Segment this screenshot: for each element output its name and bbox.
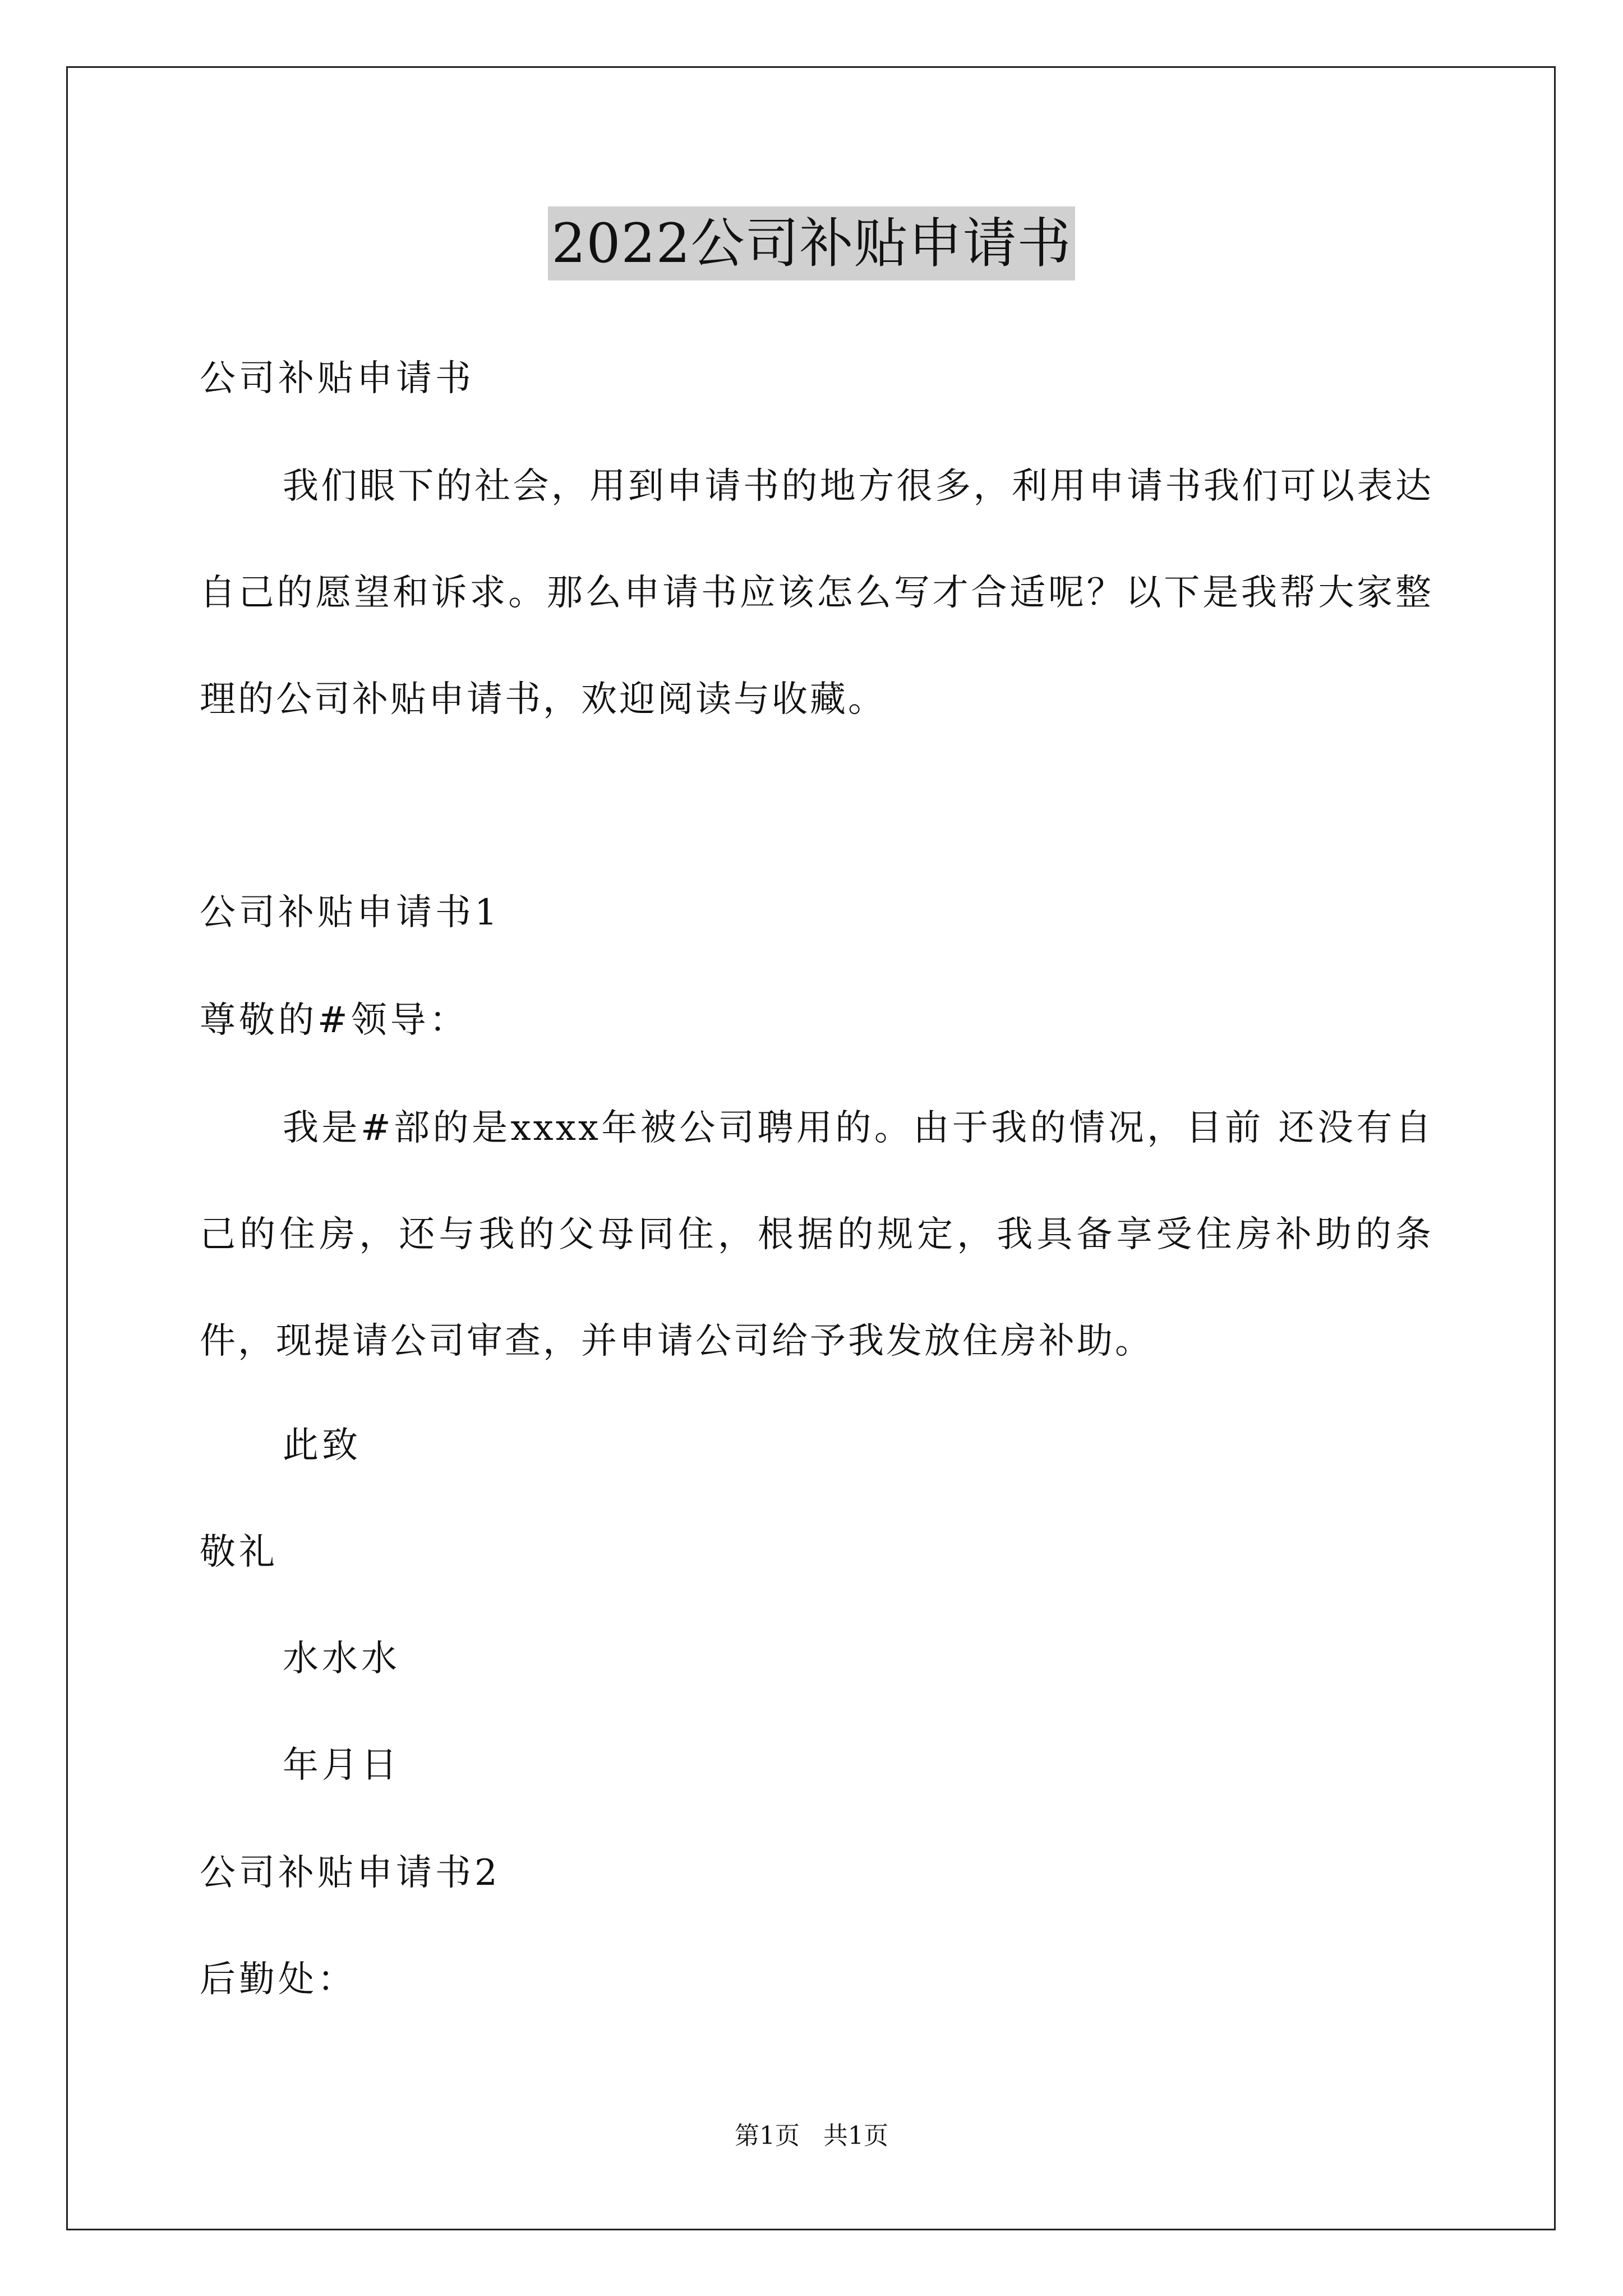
section1-signature: 水水水 — [283, 1638, 400, 1680]
section1-date: 年月日 — [283, 1745, 400, 1786]
section1-closing-jing-li: 敬礼 — [200, 1531, 278, 1573]
document-subtitle: 公司补贴申请书 — [200, 358, 474, 399]
section1-closing-ci-zhi: 此致 — [283, 1425, 361, 1466]
document-title: 2022公司补贴申请书 — [548, 206, 1075, 280]
section2-salutation: 后勤处： — [200, 1959, 357, 2000]
section1-heading: 公司补贴申请书1 — [200, 892, 501, 933]
section1-body: 我是#部的是xxxx年被公司聘用的。由于我的情况，目前 还没有自己的住房，还与我的父母同住，根据的规定，我具备享受住房补助的条件，现提请公司审查，并申请公司给予我发放住房补助。 — [200, 1107, 1433, 1362]
document-title-container — [0, 206, 1623, 280]
section2-heading: 公司补贴申请书2 — [200, 1852, 501, 1894]
intro-paragraph: 我们眼下的社会，用到申请书的地方很多，利用申请书我们可以表达自己的愿望和诉求。那么申请书应该怎么写才合适呢？以下是我帮大家整理的公司补贴申请书，欢迎阅读与收藏。 — [200, 466, 1433, 720]
section1-salutation: 尊敬的#领导： — [200, 1000, 469, 1041]
page-footer: 第1页 共1页 — [735, 2122, 888, 2150]
